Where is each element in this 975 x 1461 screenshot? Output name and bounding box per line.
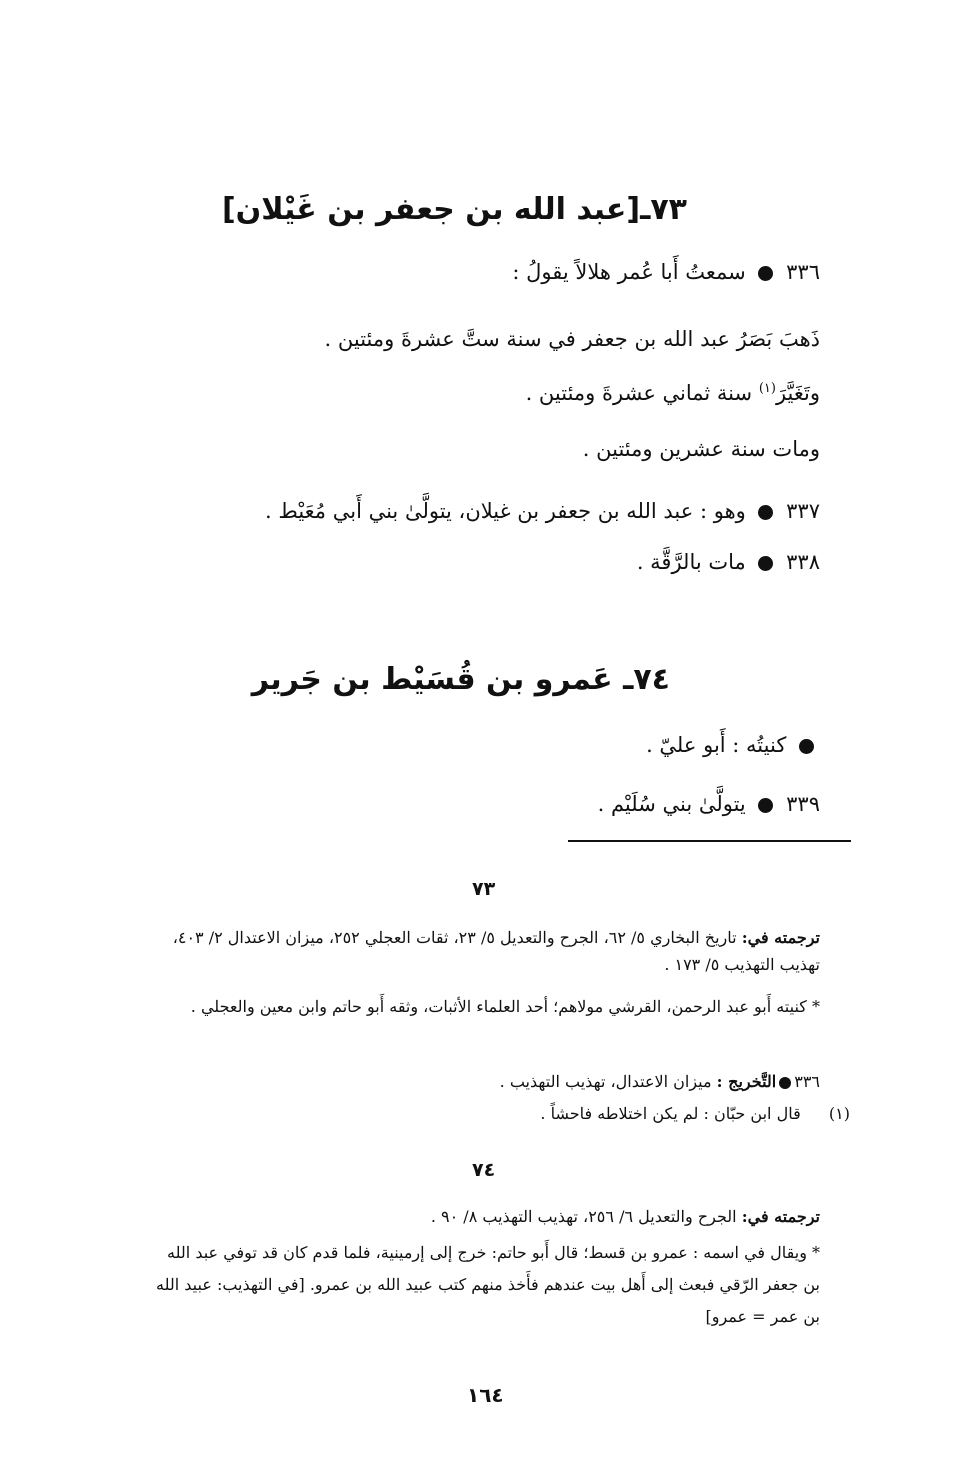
- footnote-text: قال ابن حبّان : لم يكن اختلاطه فاحشاً .: [540, 1104, 801, 1123]
- record-337: [265, 494, 820, 528]
- bullet-icon: [758, 798, 773, 813]
- footnote-number: (١): [828, 1104, 850, 1123]
- record-text: مات بالرَّقَّة .: [636, 550, 746, 574]
- notes-73-star: * كنيته أَبو عبد الرحمن، القرشي مولاهم؛ أحد العلماء الأثبات، وثقه أَبو حاتم وابن معين والعجلي .: [190, 997, 820, 1016]
- tarjama-text: تاريخ البخاري ٥/ ٦٢، الجرح والتعديل ٥/ ٢٣، ثقات العجلي ٢٥٢، ميزان الاعتدال ٢/ ٤٠٣، تهذيب التهذيب ٥/ ١٧٣ .: [172, 928, 820, 974]
- record-text: وهو : عبد الله بن جعفر بن غيلان، يتولَّىٰ بني أَبي مُعَيْط .: [265, 499, 746, 523]
- record-number: ٣٣٦: [786, 260, 820, 284]
- notes-74-star: * ويقال في اسمه : عمرو بن قسط؛ قال أَبو حاتم: خرج إلى إرمينية، فلما قدم كان قد توفي عبد الله بن جعفر الرّقي فبعث إلى أَهل بيت عندهم فأَخذ منهم كتب عبيد الله بن عمرو. [في التهذيب: عبيد الله بن عمر = عمرو]: [155, 1243, 820, 1326]
- bullet-icon: [779, 1077, 791, 1089]
- page-number: ١٦٤: [467, 1383, 504, 1407]
- tarjama-label: ترجمته في:: [741, 1207, 820, 1226]
- record-336: [512, 255, 820, 289]
- footnote-marker: (١): [758, 381, 776, 396]
- record-number: ٣٣٧: [786, 499, 820, 523]
- record-338: [637, 545, 820, 579]
- record-text: كنيتُه : أَبو عليّ .: [646, 733, 787, 757]
- record-339: [598, 787, 820, 821]
- notes-73-number: ٧٣: [472, 878, 496, 900]
- record-number: ٣٣٨: [786, 550, 820, 574]
- text-line: ذَهبَ بَصَرُ عبد الله بن جعفر في سنة ستَّ عشرةَ ومئتين .: [324, 327, 820, 351]
- bullet-icon: [758, 505, 773, 520]
- bullet-icon: [799, 739, 814, 754]
- entry-74-heading: ٧٤ـ عَمرو بن قُسَيْط بن جَرير: [251, 662, 670, 697]
- takhrij-text: ميزان الاعتدال، تهذيب التهذيب .: [499, 1072, 712, 1091]
- record-number: ٣٣٩: [786, 792, 820, 816]
- bullet-icon: [758, 266, 773, 281]
- kunya-line: [646, 728, 820, 762]
- record-number: ٣٣٦: [794, 1072, 820, 1091]
- footnote-1: [540, 1100, 850, 1127]
- notes-74-number: ٧٤: [472, 1159, 496, 1181]
- text-fragment: سنة ثماني عشرةَ ومئتين .: [525, 381, 753, 405]
- footnote-separator: [568, 840, 851, 842]
- tarjama-label: ترجمته في:: [741, 928, 820, 947]
- entry-73-heading: ٧٣ـ[عبد الله بن جعفر بن غَيْلان]: [221, 192, 687, 227]
- bullet-icon: [758, 556, 773, 571]
- takhrij-label: التَّخريج :: [716, 1072, 777, 1091]
- tarjama-text: الجرح والتعديل ٦/ ٢٥٦، تهذيب التهذيب ٨/ ٩٠ .: [430, 1207, 737, 1226]
- notes-73-takhrij: [500, 1068, 820, 1095]
- record-text: يتولَّىٰ بني سُلَيْم .: [597, 792, 746, 816]
- notes-74-tarjama: [431, 1203, 820, 1230]
- text-fragment: وتَغَيَّرَ: [775, 381, 820, 405]
- text-line: [526, 372, 820, 410]
- notes-73-tarjama: [155, 924, 820, 978]
- record-text: سمعتُ أَبا عُمر هلالاً يقولُ :: [512, 260, 746, 284]
- text-line: ومات سنة عشرين ومئتين .: [582, 437, 820, 461]
